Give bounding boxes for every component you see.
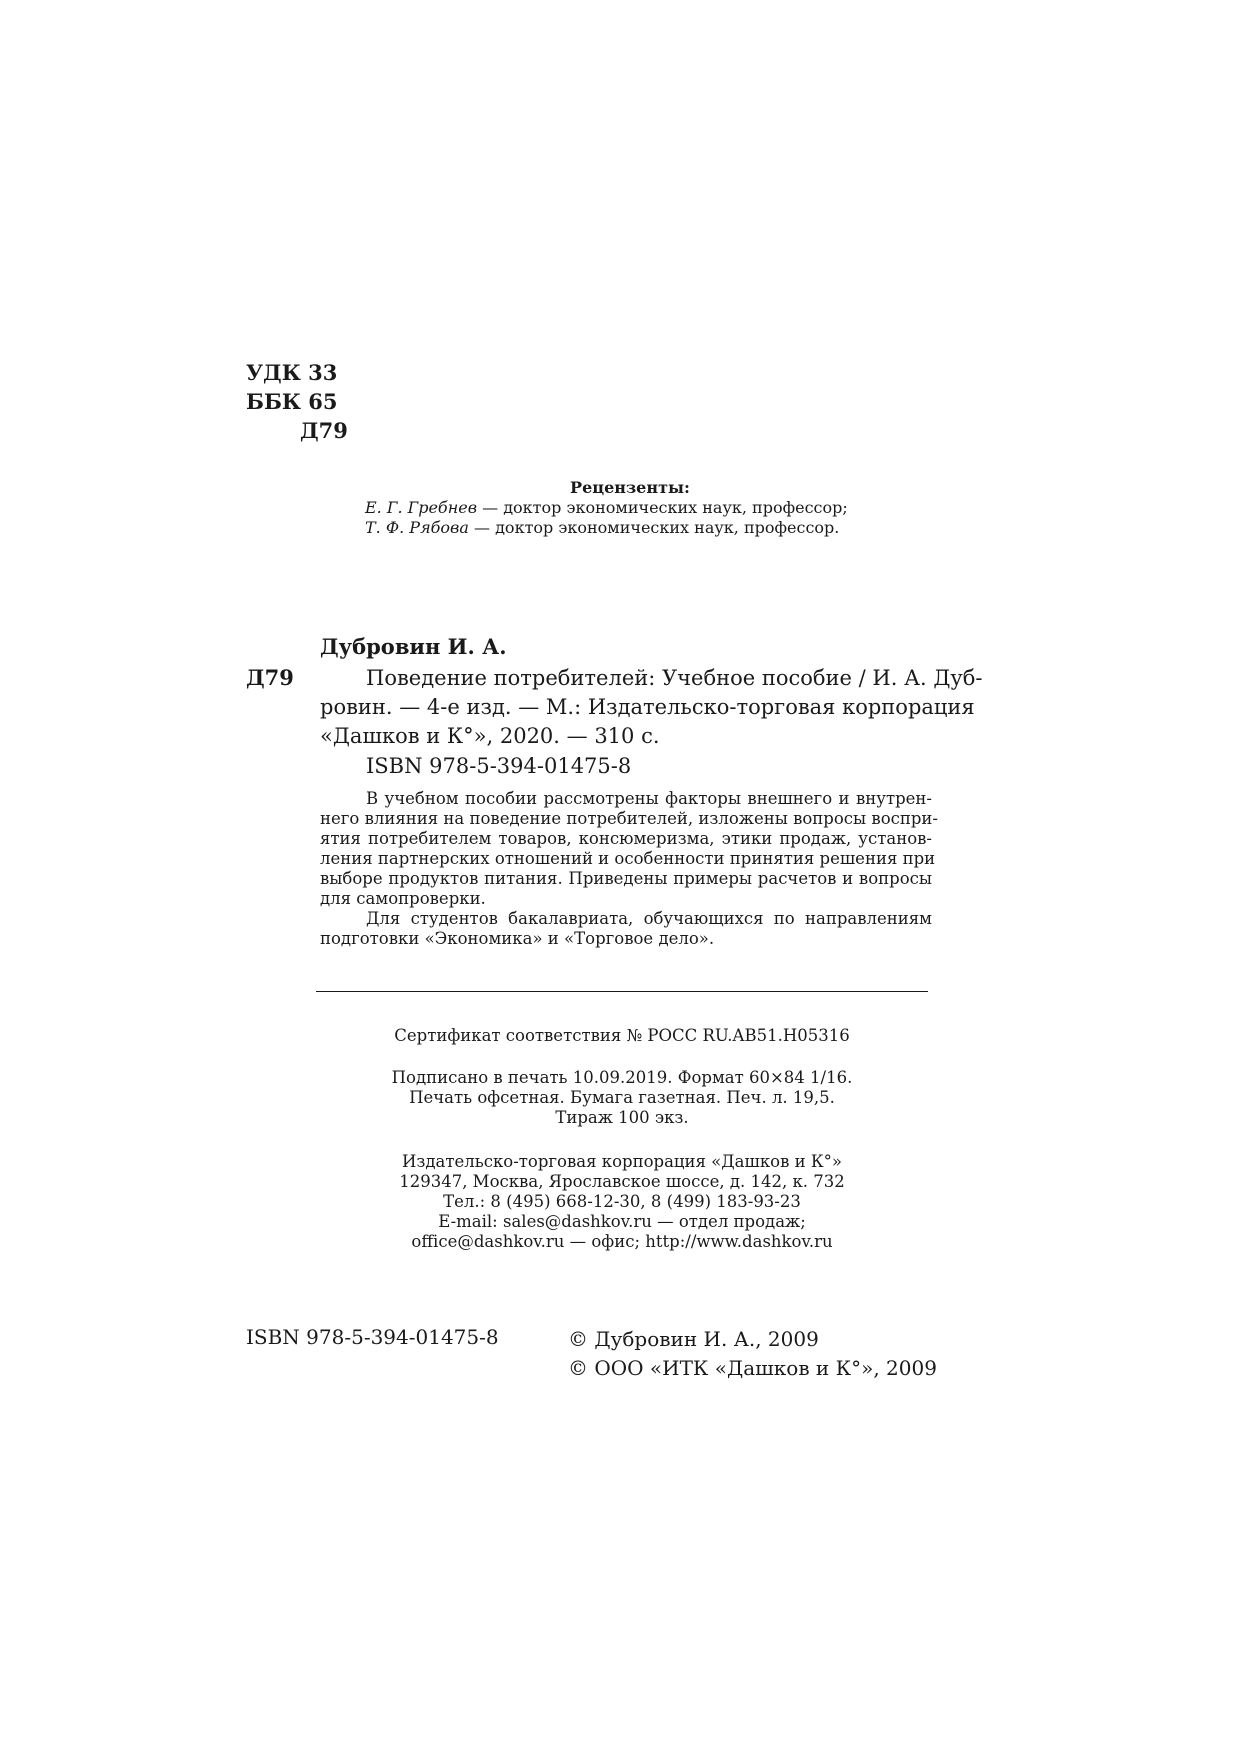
reviewer-2-name: Т. Ф. Рябова bbox=[365, 518, 469, 537]
copyright-block bbox=[568, 1325, 937, 1383]
reviewers-heading: Рецензенты: bbox=[570, 478, 690, 497]
reviewer-1 bbox=[300, 498, 960, 518]
publisher-contacts bbox=[316, 1152, 928, 1252]
footer-isbn: ISBN 978-5-394-01475-8 bbox=[246, 1325, 499, 1349]
audience-line: подготовки «Экономика» и «Торговое дело». bbox=[320, 929, 715, 948]
copyright-line: © ООО «ИТК «Дашков и К°», 2009 bbox=[568, 1356, 937, 1380]
audience-line: Для студентов бакалавриата, обучающихся по направлениям bbox=[366, 909, 932, 928]
print-line: Тираж 100 экз. bbox=[555, 1108, 689, 1127]
biblio-line: «Дашков и К°», 2020. — 310 с. bbox=[320, 724, 660, 748]
print-line: Подписано в печать 10.09.2019. Формат 60×84 1/16. bbox=[391, 1068, 853, 1087]
biblio-isbn: ISBN 978-5-394-01475-8 bbox=[366, 754, 632, 778]
abstract-line: выборе продуктов питания. Приведены примеры расчетов и вопросы bbox=[320, 869, 932, 888]
publisher-line: Издательско-торговая корпорация «Дашков и К°» bbox=[401, 1152, 842, 1171]
abstract-line: для самопроверки. bbox=[320, 889, 486, 908]
author-heading: Дубровин И. А. bbox=[320, 634, 507, 659]
abstract-line: ления партнерских отношений и особенности принятия решения при bbox=[320, 849, 936, 868]
publisher-line: office@dashkov.ru — офис; http://www.dashkov.ru bbox=[411, 1232, 833, 1251]
author-mark: Д79 bbox=[300, 418, 348, 443]
print-line: Печать офсетная. Бумага газетная. Печ. л. 19,5. bbox=[409, 1088, 835, 1107]
abstract bbox=[320, 789, 939, 949]
abstract-line: В учебном пособии рассмотрены факторы внешнего и внутрен- bbox=[366, 789, 932, 808]
publisher-line: 129347, Москва, Ярославское шоссе, д. 142, к. 732 bbox=[399, 1172, 845, 1191]
reviewer-2-desc: — доктор экономических наук, профессор. bbox=[468, 518, 840, 537]
abstract-line: него влияния на поведение потребителей, изложены вопросы воспри- bbox=[320, 809, 939, 828]
print-details bbox=[316, 1068, 928, 1128]
publisher-line: Тел.: 8 (495) 668-12-30, 8 (499) 183-93-23 bbox=[443, 1192, 801, 1211]
divider bbox=[316, 991, 928, 992]
reviewer-1-desc: — доктор экономических наук, профессор; bbox=[477, 498, 848, 517]
biblio-line: ровин. — 4-е изд. — М.: Издательско-торговая корпорация bbox=[320, 695, 975, 719]
biblio-description bbox=[320, 664, 983, 751]
copyright-line: © Дубровин И. А., 2009 bbox=[568, 1327, 819, 1351]
udk-code: УДК 33 bbox=[246, 360, 338, 385]
reviewer-2 bbox=[300, 518, 960, 538]
biblio-author-mark: Д79 bbox=[246, 665, 294, 690]
abstract-line: ятия потребителем товаров, консюмеризма, этики продаж, установ- bbox=[320, 829, 932, 848]
reviewers-block bbox=[300, 478, 960, 538]
biblio-line: Поведение потребителей: Учебное пособие / И. А. Дуб- bbox=[366, 666, 983, 690]
bbk-code: ББК 65 bbox=[246, 389, 338, 414]
publisher-line: E-mail: sales@dashkov.ru — отдел продаж; bbox=[438, 1212, 806, 1231]
reviewer-1-name: Е. Г. Гребнев bbox=[365, 498, 478, 517]
certificate: Сертификат соответствия № РОСС RU.AB51.H05316 bbox=[394, 1026, 850, 1045]
